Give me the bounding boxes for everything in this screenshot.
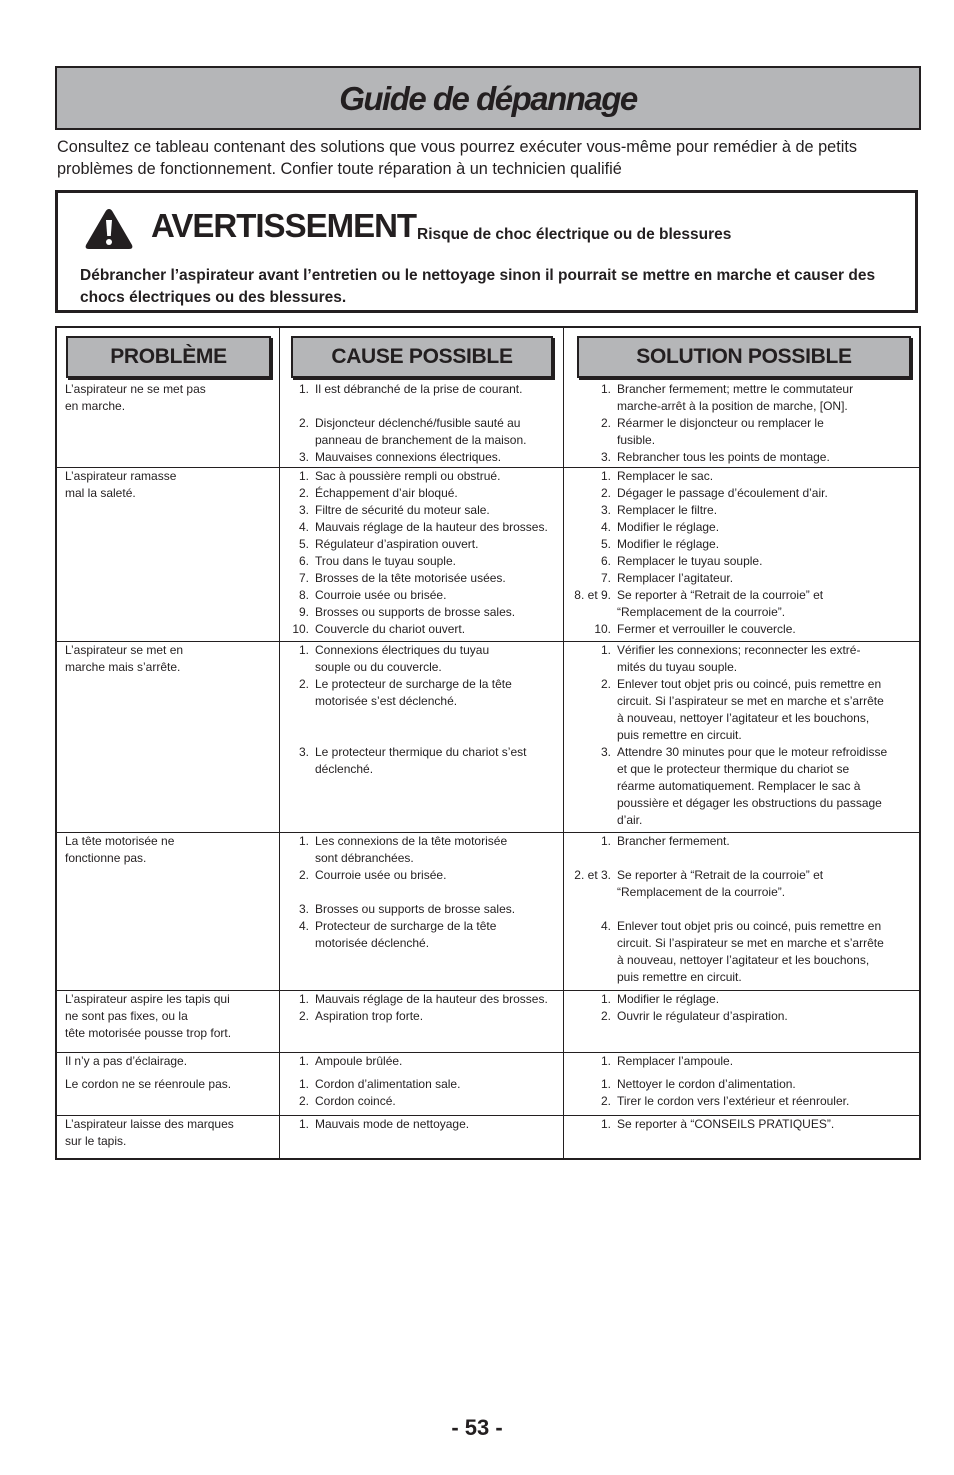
item-number: 4. [600,919,611,933]
list-item [567,1008,917,1025]
item-number: 3. [600,450,611,464]
list-item [287,604,567,621]
item-number: 1. [298,834,309,848]
sol-cell [567,1053,917,1110]
item-line: Remplacer le tuyau souple. [617,554,763,568]
list-item [287,1008,567,1025]
item-number: 2. [600,1009,611,1023]
cause-cell [287,468,567,638]
item-line: Remplacer l’agitateur. [617,571,734,585]
item-line: poussière et dégager les obstructions du passage [617,796,882,810]
problem-line: L’aspirateur se met en [65,643,184,657]
item-number: 1. [600,1054,611,1068]
item-line: Filtre de sécurité du moteur sale. [315,503,490,517]
list-item [287,1076,567,1093]
item-number: 3. [298,450,309,464]
list-item [287,901,567,918]
item-number: 1. [600,834,611,848]
sol-cell [567,1116,917,1133]
warning-subheading: Risque de choc électrique ou de blessures [417,226,732,243]
list-item [567,642,917,676]
item-number: 8. [298,588,309,602]
list-item [567,833,917,850]
item-line: Brosses ou supports de brosse sales. [315,605,516,619]
item-line: déclenché. [315,762,374,776]
item-number: 10. [594,622,611,636]
item-line: sont débranchées. [315,851,414,865]
item-number: 1. [298,643,309,657]
problem-cell [65,833,275,867]
list-item [567,449,917,466]
item-number: 10. [292,622,309,636]
item-line: Brosses de la tête motorisée usées. [315,571,506,585]
item-number: 1. [298,1054,309,1068]
item-line: Réarmer le disjoncteur ou remplacer le [617,416,824,430]
list-item [287,642,567,676]
item-number: 3. [298,745,309,759]
item-number: 6. [600,554,611,568]
list-item [567,744,917,829]
item-line: Modifier le réglage. [617,992,720,1006]
item-line: Le protecteur thermique du chariot s’est [315,745,527,759]
item-line: panneau de branchement de la maison. [315,433,527,447]
item-number: 7. [600,571,611,585]
problem-line: La tête motorisée ne [65,834,175,848]
item-line: Rebrancher tous les points de montage. [617,450,830,464]
item-line: Mauvaises connexions électriques. [315,450,502,464]
item-number: 4. [298,919,309,933]
item-line: fusible. [617,433,656,447]
cause-cell [287,991,567,1025]
list-item [567,676,917,744]
header-problem: PROBLÈME [66,336,271,378]
item-line: Couvercle du chariot ouvert. [315,622,466,636]
item-number: 1. [298,992,309,1006]
list-item [287,381,567,398]
list-item [567,1116,917,1133]
cause-cell [287,1116,567,1133]
cause-cell [287,1053,567,1110]
item-line: Remplacer le filtre. [617,503,718,517]
item-line: Ampoule brûlée. [315,1054,403,1068]
list-item [567,502,917,519]
list-item [567,485,917,502]
item-line: circuit. Si l’aspirateur se met en marche et s’arrête [617,694,884,708]
item-number: 9. [298,605,309,619]
item-line: Modifier le réglage. [617,537,720,551]
item-number: 2. [298,1009,309,1023]
item-line: Échappement d’air bloqué. [315,486,458,500]
item-line: motorisée s’est déclenché. [315,694,458,708]
problem-cell [65,991,275,1042]
list-item [287,1053,567,1070]
problem-line: ne sont pas fixes, ou la [65,1009,188,1023]
sol-cell [567,991,917,1025]
list-item [287,744,567,778]
item-number: 1. [298,382,309,396]
list-item [567,1076,917,1093]
item-line: et que le protecteur thermique du chariot se [617,762,850,776]
list-item [287,553,567,570]
item-line: circuit. Si l’aspirateur se met en marche et s’arrête [617,936,884,950]
list-item [567,1093,917,1110]
problem-line: fonctionne pas. [65,851,147,865]
item-line: Brancher fermement. [617,834,730,848]
item-line: Remplacer l’ampoule. [617,1054,734,1068]
problem-cell [65,1116,275,1150]
item-number: 5. [298,537,309,551]
item-line: Mauvais réglage de la hauteur des brosses. [315,992,548,1006]
item-number: 4. [600,520,611,534]
list-item [287,519,567,536]
item-number: 3. [600,503,611,517]
list-item [567,1053,917,1070]
list-item [567,468,917,485]
item-number: 2. et 3. [574,868,611,882]
item-line: souple ou du couvercle. [315,660,442,674]
item-line: Se reporter à “Retrait de la courroie” et [617,868,824,882]
item-line: Brosses ou supports de brosse sales. [315,902,516,916]
list-item [287,991,567,1008]
item-line: Brancher fermement; mettre le commutateur [617,382,854,396]
item-line: Fermer et verrouiller le couvercle. [617,622,796,636]
list-item [287,676,567,710]
item-line: Tirer le cordon vers l’extérieur et réenrouler. [617,1094,850,1108]
item-line: “Remplacement de la courroie”. [617,605,786,619]
warning-heading: AVERTISSEMENT [151,207,417,244]
item-line: Cordon coincé. [315,1094,396,1108]
warning-box [55,190,918,313]
item-number: 1. [298,1117,309,1131]
list-item [567,918,917,986]
problem-cell [65,642,275,676]
page-title: Guide de dépannage [339,80,637,117]
problem-cell [65,468,275,502]
item-number: 1. [298,469,309,483]
item-line: Les connexions de la tête motorisée [315,834,508,848]
item-number: 2. [600,1094,611,1108]
header-solution: SOLUTION POSSIBLE [577,336,911,378]
item-line: Attendre 30 minutes pour que le moteur refroidisse [617,745,888,759]
list-item [287,621,567,638]
item-line: Enlever tout objet pris ou coincé, puis remettre en [617,677,882,691]
list-item [287,587,567,604]
problem-line: mal la saleté. [65,486,136,500]
problem-cell [65,1053,275,1093]
warning-triangle-icon [84,207,134,251]
cause-cell [287,642,567,778]
problem-line: marche mais s’arrête. [65,660,181,674]
item-line: Cordon d’alimentation sale. [315,1077,461,1091]
list-item [287,449,567,466]
item-line: Modifier le réglage. [617,520,720,534]
list-item [567,867,917,901]
item-number: 2. [600,677,611,691]
problem-line: L’aspirateur ramasse [65,469,177,483]
item-line: d’air. [617,813,643,827]
item-number: 1. [600,469,611,483]
item-line: Se reporter à “CONSEILS PRATIQUES”. [617,1117,835,1131]
cause-cell [287,381,567,466]
list-item [567,991,917,1008]
list-item [287,918,567,952]
item-number: 6. [298,554,309,568]
item-line: Disjoncteur déclenché/fusible sauté au [315,416,521,430]
item-line: Remplacer le sac. [617,469,714,483]
item-line: motorisée déclenché. [315,936,430,950]
item-number: 2. [298,1094,309,1108]
problem-line: L’aspirateur laisse des marques [65,1117,234,1131]
sol-cell [567,381,917,466]
item-number: 3. [298,503,309,517]
list-item [567,381,917,415]
problem-line: tête motorisée pousse trop fort. [65,1026,232,1040]
list-item [287,536,567,553]
troubleshooting-table [55,326,921,1160]
item-number: 1. [600,643,611,657]
item-number: 7. [298,571,309,585]
item-line: Il est débranché de la prise de courant. [315,382,523,396]
item-number: 2. [298,677,309,691]
list-item [567,415,917,449]
list-item [287,833,567,867]
list-item [567,553,917,570]
item-number: 1. [600,992,611,1006]
list-item [287,485,567,502]
problem-line: L’aspirateur ne se met pas [65,382,206,396]
item-line: Enlever tout objet pris ou coincé, puis remettre en [617,919,882,933]
item-line: Dégager le passage d’écoulement d’air. [617,486,828,500]
sol-cell [567,468,917,638]
sol-cell [567,642,917,829]
item-number: 2. [600,416,611,430]
column-divider [279,328,280,1158]
item-line: Mauvais mode de nettoyage. [315,1117,470,1131]
item-line: Trou dans le tuyau souple. [315,554,456,568]
item-line: Le protecteur de surcharge de la tête [315,677,512,691]
item-line: Courroie usée ou brisée. [315,868,447,882]
item-line: réarme automatiquement. Remplacer le sac à [617,779,861,793]
item-number: 2. [600,486,611,500]
list-item [287,1093,567,1110]
item-line: Se reporter à “Retrait de la courroie” et [617,588,824,602]
item-line: puis remettre en circuit. [617,728,742,742]
item-number: 8. et 9. [574,588,611,602]
item-number: 5. [600,537,611,551]
item-line: Aspiration trop forte. [315,1009,424,1023]
item-number: 3. [600,745,611,759]
item-number: 1. [600,1117,611,1131]
list-item [567,621,917,638]
item-line: mités du tuyau souple. [617,660,738,674]
item-number: 2. [298,416,309,430]
item-line: à nouveau, nettoyer l’agitateur et les bouchons, [617,953,870,967]
cause-cell [287,833,567,952]
header-cause: CAUSE POSSIBLE [291,336,553,378]
list-item [287,570,567,587]
page-number: - 53 - [451,1415,503,1440]
item-number: 1. [600,382,611,396]
title-banner [55,66,921,130]
item-line: Courroie usée ou brisée. [315,588,447,602]
warning-text: Débrancher l’aspirateur avant l’entretien ou le nettoyage sinon il pourrait se mettre en marche et causer des chocs électriques ou des blessures. [80,267,876,306]
item-line: puis remettre en circuit. [617,970,742,984]
item-line: Ouvrir le régulateur d’aspiration. [617,1009,788,1023]
item-line: Nettoyer le cordon d’alimentation. [617,1077,796,1091]
problem-line: Il n’y a pas d’éclairage. [65,1054,188,1068]
item-line: marche-arrêt à la position de marche, [ON]. [617,399,848,413]
list-item [567,519,917,536]
item-line: Régulateur d’aspiration ouvert. [315,537,479,551]
item-number: 2. [298,868,309,882]
item-number: 4. [298,520,309,534]
list-item [287,415,567,449]
item-line: Sac à poussière rempli ou obstrué. [315,469,501,483]
item-line: Vérifier les connexions; reconnecter les extré- [617,643,861,657]
intro-paragraph: Consultez ce tableau contenant des solutions que vous pourrez exécuter vous-même pour remédier à de petits problèmes de fonctionnement. Confier toute réparation à un technicien qualifié [57,138,858,178]
problem-line: L’aspirateur aspire les tapis qui [65,992,230,1006]
list-item [567,536,917,553]
item-line: Connexions électriques du tuyau [315,643,490,657]
list-item [287,468,567,485]
item-number: 3. [298,902,309,916]
item-number: 1. [600,1077,611,1091]
item-line: Mauvais réglage de la hauteur des brosses. [315,520,548,534]
item-line: à nouveau, nettoyer l’agitateur et les bouchons, [617,711,870,725]
problem-cell [65,381,275,415]
problem-line: en marche. [65,399,126,413]
item-line: Protecteur de surcharge de la tête [315,919,497,933]
list-item [287,502,567,519]
problem-line: sur le tapis. [65,1134,127,1148]
sol-cell [567,833,917,986]
item-line: “Remplacement de la courroie”. [617,885,786,899]
list-item [287,1116,567,1133]
item-number: 2. [298,486,309,500]
item-number: 1. [298,1077,309,1091]
list-item [567,570,917,587]
list-item [567,587,917,621]
problem-line: Le cordon ne se réenroule pas. [65,1077,232,1091]
list-item [287,867,567,884]
